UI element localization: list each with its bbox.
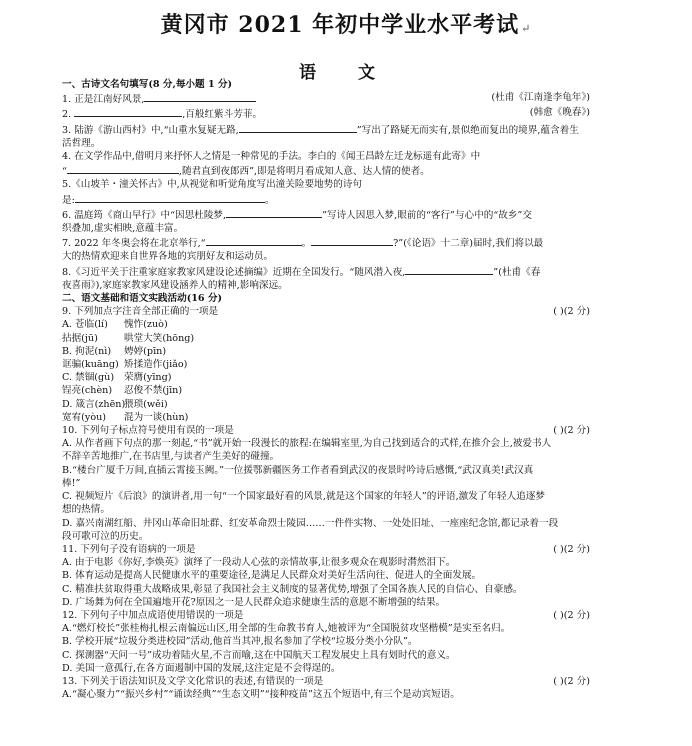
- exam-content: [62, 78, 590, 701]
- q9-option-a[interactable]: A. 苍临(lí) 愧怍(zuò): [62, 319, 168, 331]
- q9-option-a-cont: 拈据(jū) 哄堂大笑(hōng): [62, 332, 195, 344]
- score-box[interactable]: ( )(2 分): [553, 306, 590, 318]
- question-13: 13. 下列关于语法知识及文学文化常识的表述,有错误的一项是 ( )(2 分): [62, 675, 590, 687]
- q11-option-b[interactable]: B. 体育运动是提高人民健康水平的重要途径,是满足人民群众对美好生活向往、促进人的全面发展。: [62, 570, 482, 582]
- answer-blank[interactable]: [311, 235, 393, 246]
- q9-option-d-cont: 宽宥(yòu) 混为一谈(hùn): [62, 411, 189, 423]
- q11-option-a[interactable]: A. 由于电影《你好,李焕英》演绎了一段动人心弦的亲情故事,让很多观众在观影时潸然泪下。: [62, 557, 456, 569]
- score-box[interactable]: ( )(2 分): [553, 543, 590, 555]
- q9-option-b-cont: 诓骗(kuāng) 矫揉造作(jiǎo): [62, 359, 188, 371]
- answer-blank[interactable]: [144, 91, 256, 102]
- section-1-heading: 一、古诗文名句填写(8 分,每小题 1 分): [62, 79, 233, 90]
- question-1-source: (杜甫《江南逢李龟年》): [491, 92, 590, 104]
- score-box[interactable]: ( )(2 分): [553, 675, 590, 687]
- q12-option-b[interactable]: B. 学校开展“垃圾分类进校园”活动,他首当其冲,报名参加了学校“垃圾分类小分队”。: [62, 636, 418, 648]
- question-7-cont: 大的热情欢迎来自世界各地的宾朋好友和运动员。: [62, 251, 274, 263]
- subject-title: 语 文: [299, 63, 393, 83]
- question-2-source: (韩愈《晚春》): [529, 107, 590, 119]
- q9-option-c[interactable]: C. 禁锢(gù) 荣膺(yīng): [62, 372, 172, 384]
- answer-blank[interactable]: [206, 235, 302, 246]
- answer-blank[interactable]: [405, 264, 493, 275]
- score-box[interactable]: ( )(2 分): [553, 609, 590, 621]
- question-4-cont: “ ,随君直到夜郎西”,即是将明月看成知人意、达人情的使者。: [62, 163, 590, 178]
- question-4: 4. 在文学作品中,借明月来抒怀人之情是一种常见的手法。李白的《闻王昌龄左迁龙标遥有此寄》中: [62, 151, 481, 163]
- q9-option-d[interactable]: D. 箴言(zhēn)猥琐(wěi): [62, 398, 168, 410]
- q10-option-a[interactable]: A. 从作者画下句点的那一刻起,“书”就开始一段漫长的旅程:在编辑室里,为自己找到适合的式样,在推介会上,被爱书人: [62, 438, 552, 450]
- question-2: 2. ,百般红紫斗芳菲。 (韩愈《晚春》): [62, 107, 590, 121]
- question-10: 10. 下列句子标点符号使用有误的一项是 ( )(2 分): [62, 425, 590, 437]
- question-12: 12. 下列句子中加点成语使用错误的一项是 ( )(2 分): [62, 609, 590, 621]
- question-5-cont: 是: 。: [62, 192, 590, 207]
- q10-option-c[interactable]: C. 视频短片《后浪》的演讲者,用一句“一个国家最好看的风景,就是这个国家的年轻人”的评语,激发了年轻人追逐梦: [62, 491, 545, 503]
- q12-option-c[interactable]: C. 探测器“天问一号”成功着陆火星,不言而喻,这在中国航天工程发展史上具有划时代的意义。: [62, 649, 456, 661]
- section-2-heading: 二、语文基础和语文实践活动(16 分): [62, 293, 223, 305]
- question-3-cont: 活哲理。: [62, 137, 101, 149]
- answer-blank[interactable]: [226, 207, 322, 218]
- question-1: 1. 正是江南好风景, (杜甫《江南逢李龟年》): [62, 92, 590, 106]
- q10-option-d-cont: 段可歌可泣的历史。: [62, 530, 149, 542]
- question-9: 9. 下列加点字注音全部正确的一项是 ( )(2 分): [62, 306, 590, 318]
- q10-option-b[interactable]: B.“楼台广厦千万间,直插云霄接玉阙。”一位援鄂新疆医务工作者看到武汉的夜景时吟诗后感慨,“武汉真美!武汉真: [62, 464, 534, 476]
- q11-option-d[interactable]: D. 广场舞为何在全国遍地开花?原因之一是人民群众追求健康生活的意愿不断增强的结果。: [62, 596, 446, 608]
- question-11: 11. 下列句子没有语病的一项是 ( )(2 分): [62, 543, 590, 555]
- answer-blank[interactable]: [75, 192, 265, 203]
- exam-title-text: 黄冈市 2021 年初中学业水平考试: [160, 12, 520, 38]
- question-8: 8.《习近平关于注重家庭家教家风建设论述摘编》近期在全国发行。“随风潜入夜, ”(杜甫《春: [62, 264, 590, 279]
- q9-option-b[interactable]: B. 拘泥(nì) 娉婷(pīn): [62, 345, 167, 357]
- q12-option-a[interactable]: A.“燃灯校长”张桂梅扎根云南偏远山区,用全部的生命教书育人,她被评为“全国脱贫攻坚楷模”是实至名归。: [62, 623, 511, 635]
- q10-option-a-cont: 不辞辛苦地推广,在书店里,与读者产生美好的碰撞。: [62, 451, 280, 463]
- exam-title: [0, 8, 692, 39]
- return-mark-icon: ↵: [521, 22, 532, 35]
- score-box[interactable]: ( )(2 分): [553, 425, 590, 437]
- question-6-cont: 织叠加,虚实相映,意蕴丰富。: [62, 223, 184, 235]
- question-8-cont: 夜喜雨》),家庭家教家风建设涵养人的精神,影响深远。: [62, 279, 288, 291]
- answer-blank[interactable]: [74, 106, 182, 117]
- q10-option-d[interactable]: D. 嘉兴南湖红船、井冈山革命旧址群、红安革命烈士陵园……一件件实物、一处处旧址、一座座纪念馆,都记录着一段: [62, 517, 559, 529]
- answer-blank[interactable]: [239, 122, 357, 133]
- question-3: 3. 陆游《游山西村》中,“山重水复疑无路, ”写出了路疑无而实有,景似绝而复出的境界,蕴含着生: [62, 122, 590, 137]
- q11-option-c[interactable]: C. 精准扶贫取得重大战略成果,彰显了我国社会主义制度的显著优势,增强了全国各族人民的自信心、自豪感。: [62, 583, 523, 595]
- q10-option-c-cont: 想的热情。: [62, 504, 110, 516]
- answer-blank[interactable]: [67, 163, 179, 174]
- question-7: 7. 2022 年冬奥会将在北京举行,“ 。 ?”(《论语》十二章)届时,我们将以最: [62, 235, 590, 250]
- question-5: 5.《山坡羊・潼关怀古》中,从视觉和听觉角度写出潼关险要地势的诗句: [62, 179, 363, 191]
- q9-option-c-cont: 锃亮(chèn) 忍俊不禁(jīn): [62, 385, 183, 397]
- q10-option-b-cont: 棒!”: [62, 477, 81, 489]
- q12-option-d[interactable]: D. 美国一意孤行,在各方面遏制中国的发展,这注定是不会得逞的。: [62, 662, 341, 674]
- question-6: 6. 温庭筠《商山早行》中“因思杜陵梦, ”写诗人因思入梦,眼前的“客行”与心中的“故乡”交: [62, 207, 590, 222]
- q13-option-a[interactable]: A.“凝心聚力”“振兴乡村”“诵读经典”“生态文明”“接种疫苗”这五个短语中,有三个是动宾短语。: [62, 689, 460, 701]
